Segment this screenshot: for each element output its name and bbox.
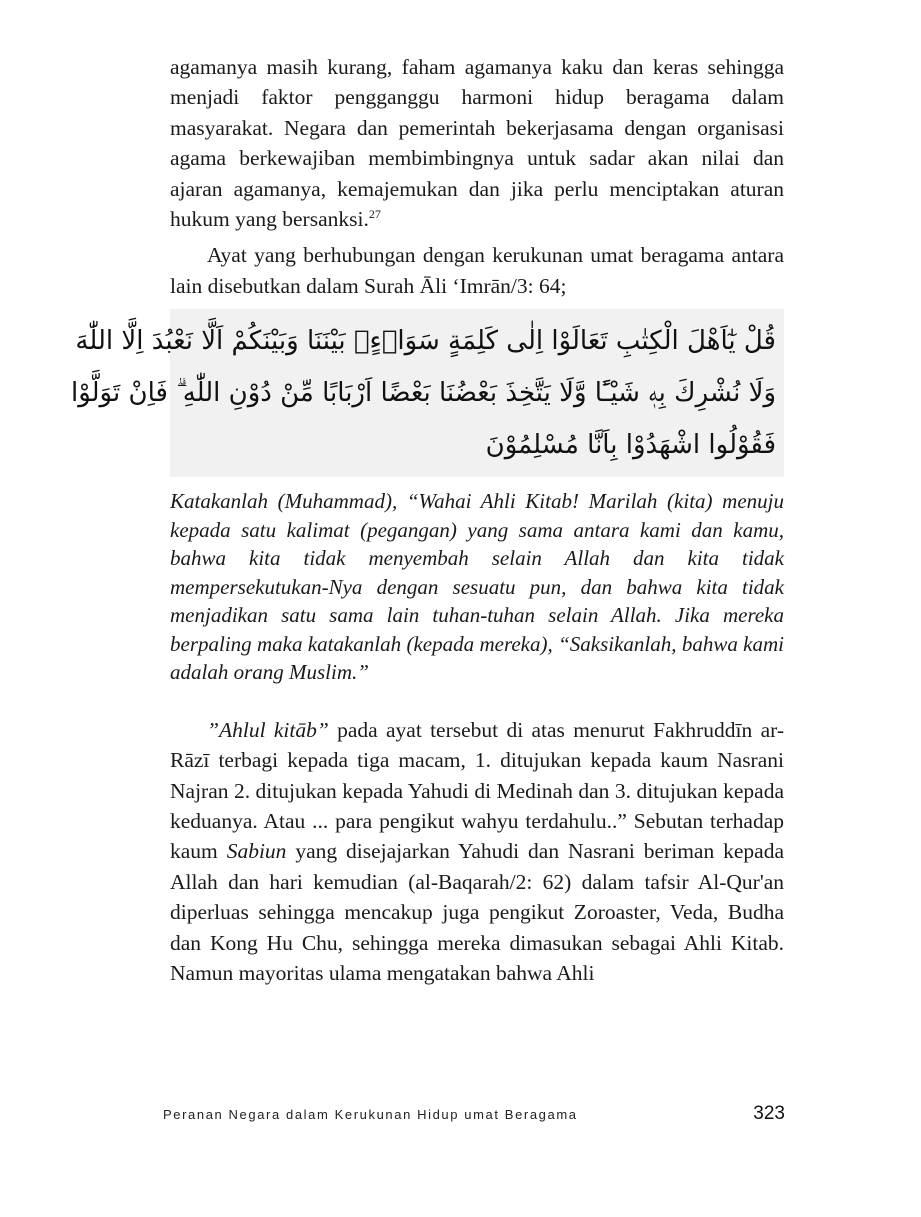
body-paragraph-3-text-a: pada ayat tersebut di atas menurut Fakhruddīn ar-Rāzī terbagi kepada tiga macam, 1. ditujukan kepada kaum Nasrani Najran 2. ditujukan kepada Yahudi di Medinah dan 3. ditujukan kepada keduanya. Atau ... para pengikut wahyu terdahulu..” Sebutan terhadap kaum bbox=[170, 717, 785, 864]
arabic-verse-line-1: قُلْ يٰٓاَهْلَ الْكِتٰبِ تَعَالَوْا اِلٰى كَلِمَةٍ سَوَاۤءٍۢ بَيْنَنَا وَبَيْنَكُمْ اَلَّا نَعْبُدَ اِلَّا اللّٰهَ bbox=[75, 326, 776, 357]
quran-verse-block bbox=[70, 309, 784, 477]
page-content bbox=[70, 52, 785, 988]
arabic-verse-line-3: فَقُوْلُوا اشْهَدُوْا بِاَنَّا مُسْلِمُوْنَ bbox=[485, 430, 776, 461]
body-paragraph-3 bbox=[170, 715, 784, 989]
verse-translation: Katakanlah (Muhammad), “Wahai Ahli Kitab! Marilah (kita) menuju kepada satu kalimat (pegangan) yang sama antara kami dan kamu, bahwa kita tidak menyembah selain Allah dan kita tidak mempersekutukan-Nya dengan sesuatu pun, dan bahwa kita tidak menjadikan satu sama lain tuhan-tuhan selain Allah. Jika mereka berpaling maka katakanlah (kepada mereka), “Saksikanlah, bahwa kami adalah orang Muslim.” bbox=[170, 489, 784, 685]
body-paragraph-1-text: agamanya masih kurang, faham agamanya kaku dan keras sehingga menjadi faktor pengganggu harmoni hidup beragama dalam masyarakat. Negara dan pemerintah bekerjasama dengan organisasi agama berkewajiban membimbingnya untuk sadar akan nilai dan ajaran agamanya, kemajemukan dan jika perlu menciptakan aturan hukum yang bersanksi. bbox=[170, 55, 784, 232]
term-ahlul-kitab: ”Ahlul kitāb” bbox=[207, 717, 329, 742]
body-paragraph-1 bbox=[170, 52, 784, 234]
term-sabiun: Sabiun bbox=[226, 839, 287, 864]
footnote-reference[interactable]: 27 bbox=[368, 206, 381, 221]
page-number: 323 bbox=[753, 1103, 785, 1124]
running-footer-title: Peranan Negara dalam Kerukunan Hidup umat Beragama bbox=[163, 1107, 578, 1122]
page-footer bbox=[163, 1103, 785, 1125]
body-paragraph-3-text-b: yang disejajarkan Yahudi dan Nasrani beriman kepada Allah dan hari kemudian (al-Baqarah/2: 62) dalam tafsir Al-Qur'an diperluas sehingga mencakup juga pengikut Zoroaster, Veda, Budha dan Kong Hu Chu, sehingga mereka dimasukan sebagai Ahli Kitab. Namun mayoritas ulama mengatakan bahwa Ahli bbox=[170, 839, 784, 985]
body-paragraph-2: Ayat yang berhubungan dengan kerukunan umat beragama antara lain disebutkan dalam Surah Āli ‘Imrān/3: 64; bbox=[170, 243, 784, 298]
arabic-verse-line-2: وَلَا نُشْرِكَ بِهٖ شَيْـًٔا وَّلَا يَتَّخِذَ بَعْضُنَا بَعْضًا اَرْبَابًا مِّنْ دُوْنِ اللّٰهِ ۗ فَاِنْ تَوَلَّوْا bbox=[70, 378, 776, 409]
